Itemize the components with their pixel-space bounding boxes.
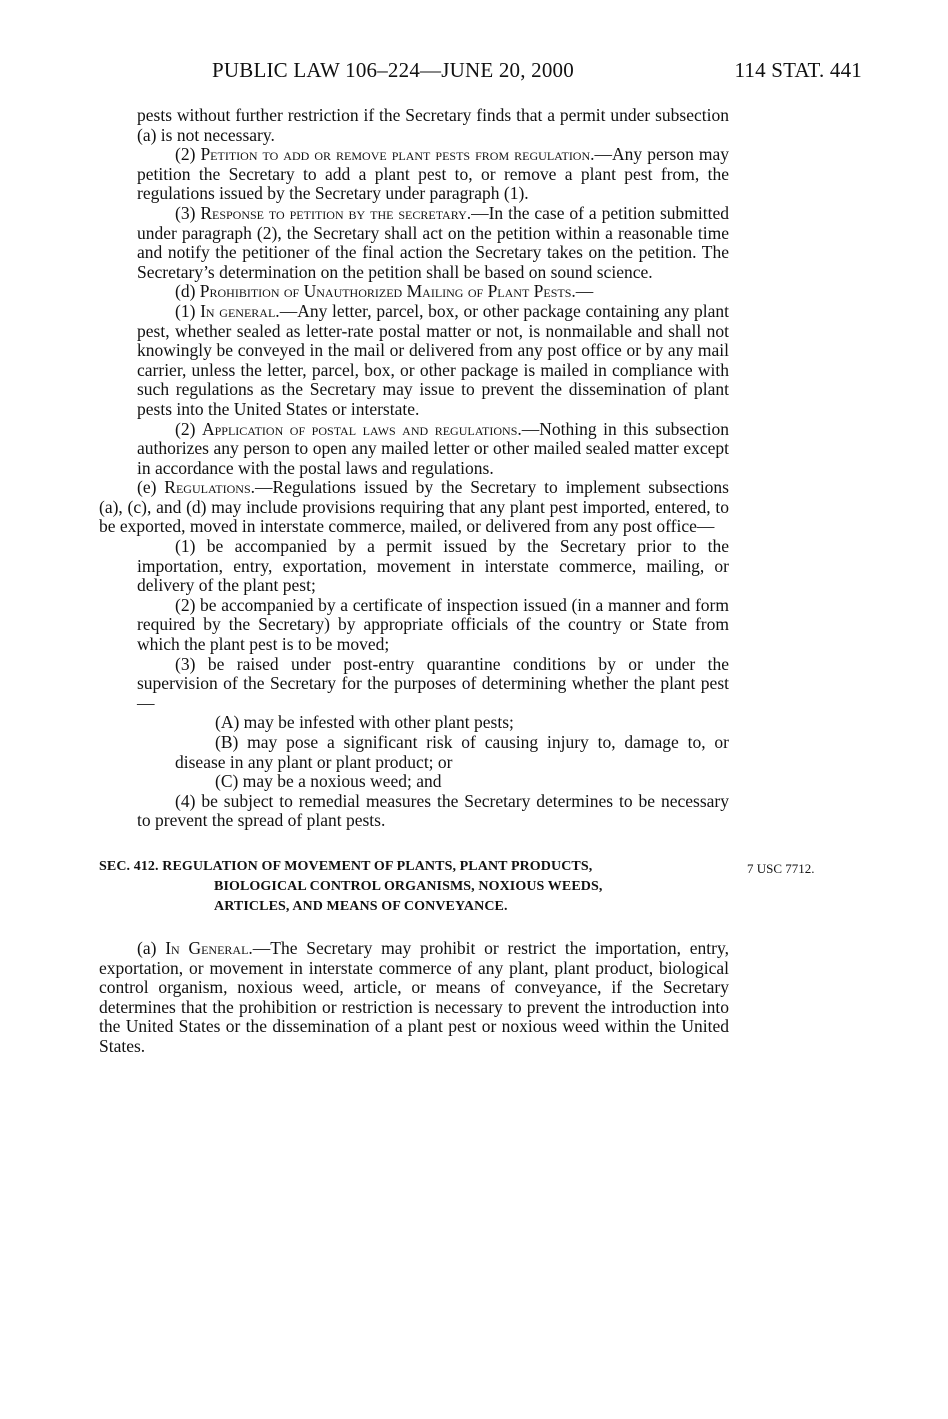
usc-margin-note: 7 USC 7712. — [747, 860, 815, 876]
subsection-heading: Regulations. — [164, 477, 256, 498]
section-heading-line: BIOLOGICAL CONTROL ORGANISMS, NOXIOUS WEEDS, — [214, 878, 603, 894]
paragraph-text: (2) be accompanied by a certificate of inspection issued (in a manner and form required by the Secretary) by appropriate officials of the country or State from which the plant pest is to be moved; — [137, 594, 729, 655]
subsection-d-heading — [99, 282, 729, 302]
paragraph-d2 — [99, 420, 729, 479]
subsection-number: (d) — [175, 281, 200, 302]
paragraph-heading: Response to petition by the secretary. — [200, 202, 472, 223]
paragraph-text: —Any person may petition the Secretary to add a plant pest to, or remove a plant pest from, the regulations issued by the Secretary under paragraph (1). — [137, 144, 730, 204]
paragraph-text: pests without further restriction if the Secretary finds that a permit under subsection (a) is not necessary. — [137, 105, 729, 145]
paragraph-heading: In general. — [200, 300, 280, 321]
paragraph-text: (A) may be infested with other plant pests; — [215, 712, 514, 733]
section-heading — [99, 857, 729, 917]
paragraph-text: (C) may be a noxious weed; and — [215, 771, 442, 792]
paragraph-number: (1) — [175, 300, 201, 321]
statute-page-number: 114 STAT. 441 — [734, 58, 862, 82]
paragraph-e2 — [99, 596, 729, 655]
paragraph-e1 — [99, 537, 729, 596]
paragraph-text: —Any letter, parcel, box, or other package containing any plant pest, whether sealed as letter-rate postal matter or not, is nonmailable and shall not knowingly be conveyed in the mail or delivered from any post office or by any mail carrier, unless the letter, parcel, box, or other package is mailed in compliance with such regulations as the Secretary may issue to prevent the dissemination of plant pests into the United States or interstate. — [137, 300, 729, 419]
heading-dash: — — [575, 281, 594, 302]
paragraph-number: (2) — [175, 144, 201, 165]
subsection-e — [99, 478, 729, 537]
paragraph-d1 — [99, 302, 729, 420]
paragraph-text: —In the case of a petition submitted under paragraph (2), the Secretary shall act on the petition within a reasonable time and notify the petitioner of the final action the Secretary takes on the petition. The Secretary’s determination on the petition shall be based on sound science. — [137, 202, 729, 282]
paragraph-text: (4) be subject to remedial measures the Secretary determines to be necessary to prevent the spread of plant pests. — [137, 790, 729, 831]
paragraph-continuation — [99, 106, 729, 145]
paragraph-text: (3) be raised under post-entry quarantine conditions by or under the supervision of the Secretary for the purposes of determining whether the plant pest— — [137, 653, 729, 713]
subparagraph-eB — [99, 733, 729, 772]
subsection-number: (e) — [137, 477, 165, 498]
page-header — [0, 58, 948, 88]
paragraph-text: (1) be accompanied by a permit issued by the Secretary prior to the importation, entry, exportation, movement in interstate commerce, mailing, or delivery of the plant pest; — [137, 536, 729, 596]
paragraph-number: (3) — [175, 202, 201, 223]
paragraph-heading: Application of postal laws and regulations. — [201, 418, 522, 439]
subparagraph-eC — [99, 772, 729, 792]
subsection-heading: Prohibition of Unauthorized Mailing of Plant Pests. — [199, 281, 576, 302]
running-head-title: PUBLIC LAW 106–224—JUNE 20, 2000 — [212, 58, 574, 82]
subsection-number: (a) — [137, 937, 166, 958]
paragraph-e4 — [99, 792, 729, 831]
paragraph-c3 — [99, 204, 729, 282]
paragraph-number: (2) — [175, 418, 202, 439]
paragraph-text: —Regulations issued by the Secretary to implement subsections (a), (c), and (d) may include provisions requiring that any plant pest imported, entered, to be exported, moved in interstate commerce, mailed, or delivered from any post office— — [99, 477, 729, 537]
paragraph-text: —Nothing in this subsection authorizes any person to open any mailed letter or other mailed sealed matter except in accordance with the postal laws and regulations. — [137, 418, 730, 478]
paragraph-heading: Petition to add or remove plant pests from regulation. — [200, 144, 595, 165]
section-heading-line: SEC. 412. REGULATION OF MOVEMENT OF PLANTS, PLANT PRODUCTS, — [99, 858, 593, 874]
paragraph-e3 — [99, 655, 729, 714]
page-body — [99, 105, 815, 1057]
paragraph-c2 — [99, 145, 729, 204]
section-412-heading-block — [99, 857, 815, 917]
section-heading-line: ARTICLES, AND MEANS OF CONVEYANCE. — [214, 898, 508, 914]
section-412-subsection-a — [99, 939, 729, 1057]
paragraph-text: (B) may pose a significant risk of causing injury to, damage to, or disease in any plant or plant product; or — [175, 732, 729, 772]
subsection-heading: In General. — [165, 937, 253, 958]
paragraph-text: —The Secretary may prohibit or restrict the importation, entry, exportation, or movement in interstate commerce of any plant, plant product, biological control organism, noxious weed, article, or means of conveyance, if the Secretary determines that the prohibition or restriction is necessary to prevent the introduction into the United States or the dissemination of a plant pest or noxious weed within the United States. — [99, 937, 729, 1056]
subparagraph-eA — [99, 713, 729, 733]
